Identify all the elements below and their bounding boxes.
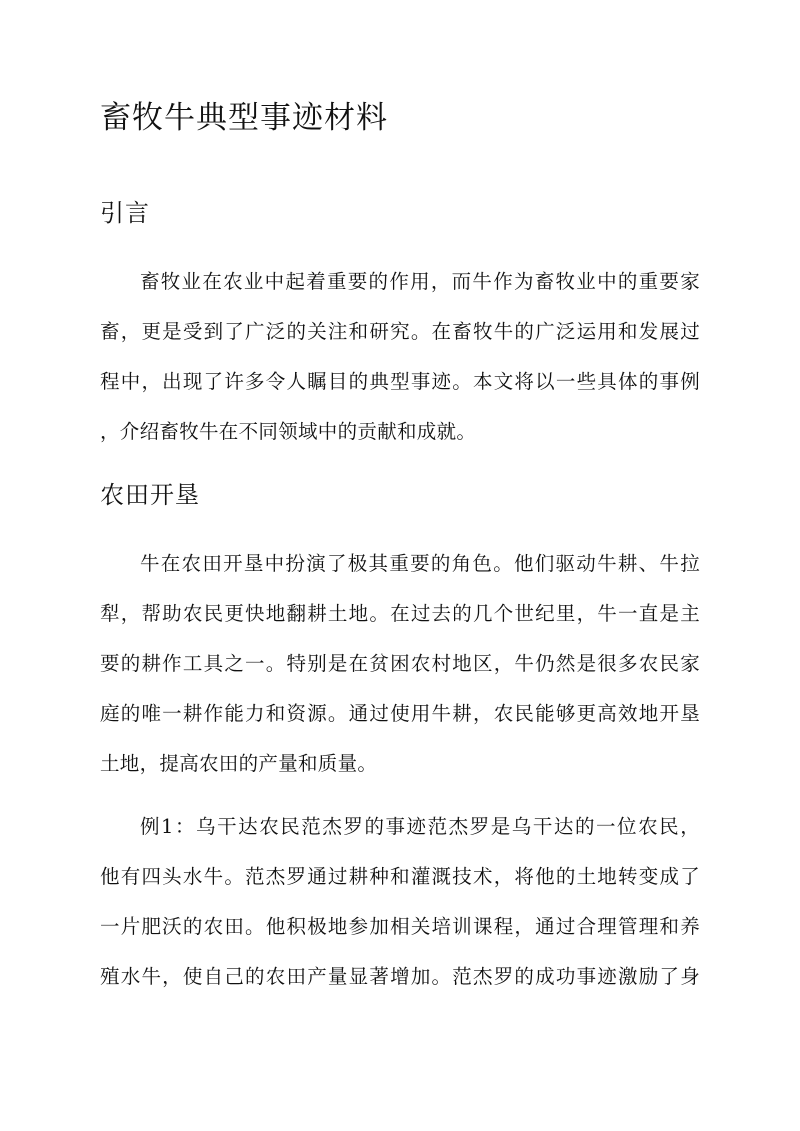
- paragraph-line: 他有四头水牛。范杰罗通过耕种和灌溉技术，将他的土地转变成了: [100, 865, 700, 888]
- paragraph-line: 犁，帮助农民更快地翻耕土地。在过去的几个世纪里，牛一直是主: [100, 602, 700, 625]
- section-heading-introduction: 引言: [100, 199, 150, 227]
- paragraph-line: 要的耕作工具之一。特别是在贫困农村地区，牛仍然是很多农民家: [100, 652, 700, 675]
- paragraph-line: 畜牧业在农业中起着重要的作用，而牛作为畜牧业中的重要家: [140, 270, 700, 293]
- paragraph-line: ，介绍畜牧牛在不同领域中的贡献和成就。: [100, 420, 477, 443]
- paragraph-line: 土地，提高农田的产量和质量。: [100, 752, 378, 775]
- paragraph-line: 一片肥沃的农田。他积极地参加相关培训课程，通过合理管理和养: [100, 915, 700, 938]
- paragraph-line: 殖水牛，使自己的农田产量显著增加。范杰罗的成功事迹激励了身: [100, 965, 700, 988]
- paragraph-line: 牛在农田开垦中扮演了极其重要的角色。他们驱动牛耕、牛拉: [140, 552, 700, 575]
- document-title: 畜牧牛典型事迹材料: [100, 100, 388, 136]
- paragraph-line: 畜，更是受到了广泛的关注和研究。在畜牧牛的广泛运用和发展过: [100, 320, 700, 343]
- paragraph-line: 程中，出现了许多令人瞩目的典型事迹。本文将以一些具体的事例: [100, 370, 700, 393]
- paragraph-line: 庭的唯一耕作能力和资源。通过使用牛耕，农民能够更高效地开垦: [100, 702, 700, 725]
- section-heading-farmland: 农田开垦: [100, 481, 200, 509]
- paragraph-line: 例1：乌干达农民范杰罗的事迹范杰罗是乌干达的一位农民，: [140, 815, 700, 838]
